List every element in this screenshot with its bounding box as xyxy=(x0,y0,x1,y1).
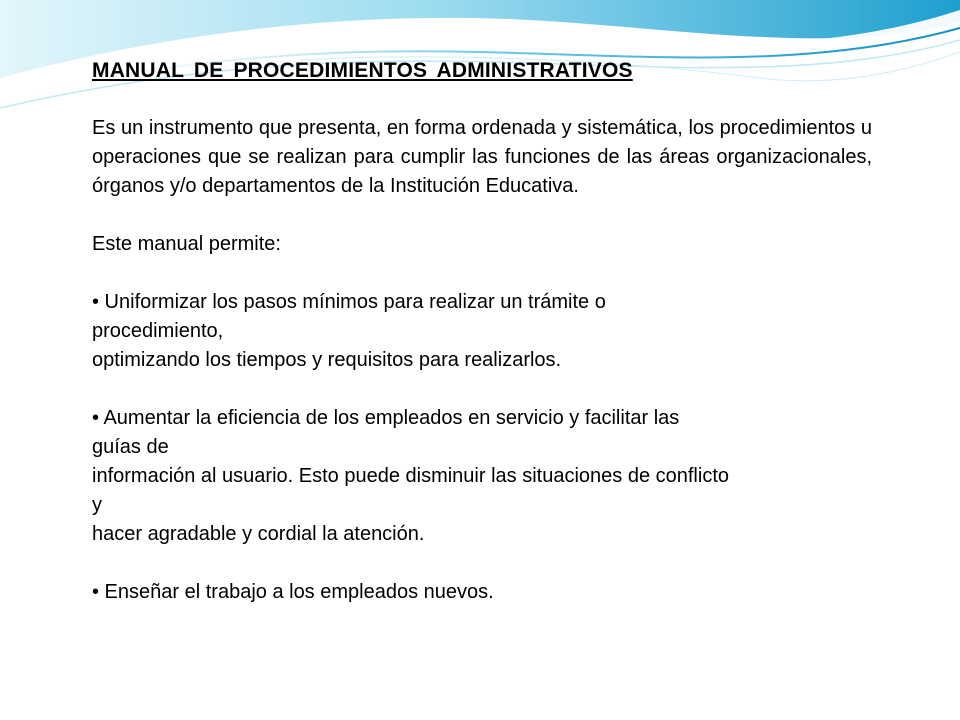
bullet-2-line-4: y xyxy=(92,494,102,516)
bullet-2-line-2: guías de xyxy=(92,436,169,458)
definition-paragraph: Es un instrumento que presenta, en forma ordenada y sistemática, los procedimientos u operaciones que se realizan para cumplir las funciones de las áreas organizacionales, órganos y/o departamentos de la Institución Educativa. xyxy=(92,117,872,197)
bullet-3-line-1: • Enseñar el trabajo a los empleados nuevos. xyxy=(92,581,494,603)
bullet-2-line-1: • Aumentar la eficiencia de los empleados en servicio y facilitar las xyxy=(92,407,680,429)
spacer xyxy=(92,549,872,578)
bullet-1-line-3: optimizando los tiempos y requisitos para realizarlos. xyxy=(92,349,562,371)
bullet-1-line-2: procedimiento, xyxy=(92,320,224,342)
intro-text: Este manual permite: xyxy=(92,233,281,255)
spacer xyxy=(92,201,872,230)
bullet-2-line-5: hacer agradable y cordial la atención. xyxy=(92,523,425,545)
spacer xyxy=(92,85,872,114)
bullet-2-line-3: información al usuario. Esto puede disminuir las situaciones de conflicto xyxy=(92,465,730,487)
bullet-1-line-1: • Uniformizar los pasos mínimos para realizar un trámite o xyxy=(92,291,606,313)
slide-title: MANUAL DE PROCEDIMIENTOS ADMINISTRATIVOS xyxy=(92,59,633,82)
slide-content xyxy=(92,56,872,607)
spacer xyxy=(92,259,872,288)
spacer xyxy=(92,375,872,404)
